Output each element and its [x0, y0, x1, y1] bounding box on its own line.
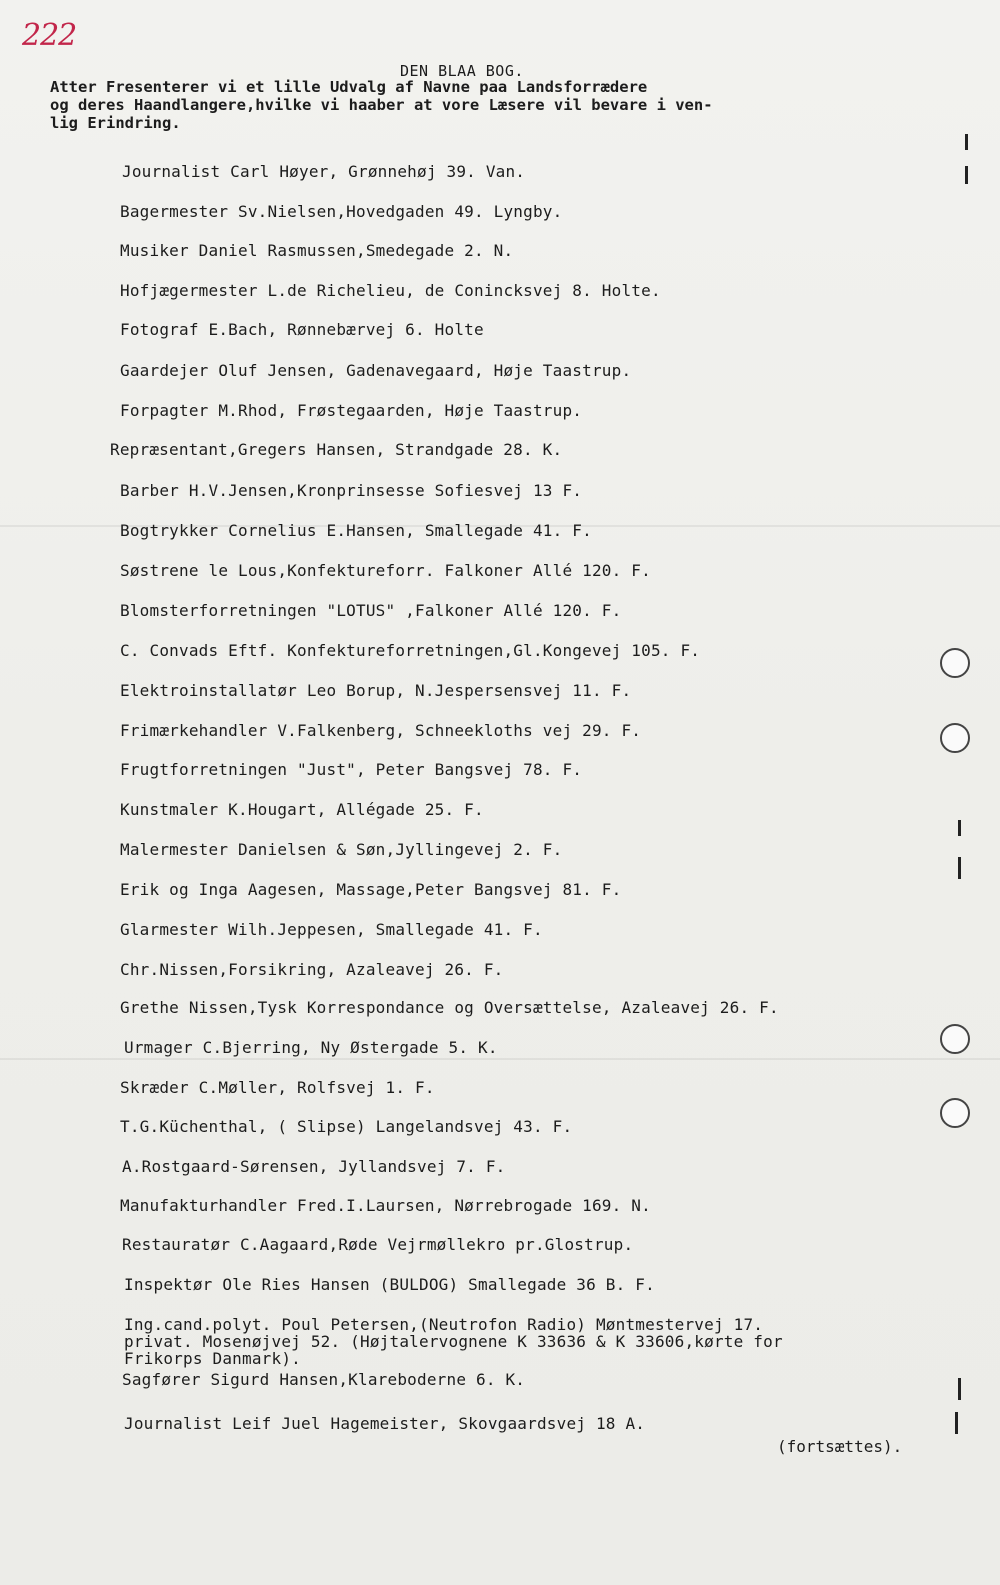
list-item: Fotograf E.Bach, Rønnebærvej 6. Holte — [120, 320, 484, 339]
list-item: Forpagter M.Rhod, Frøstegaarden, Høje Taastrup. — [120, 401, 583, 420]
list-item: Hofjægermester L.de Richelieu, de Conincksvej 8. Holte. — [120, 281, 661, 300]
list-item: Frugtforretningen "Just", Peter Bangsvej 78. F. — [120, 760, 583, 779]
list-item: C. Convads Eftf. Konfektureforretningen,Gl.Kongevej 105. F. — [120, 641, 701, 660]
margin-mark — [965, 166, 968, 184]
list-item: Søstrene le Lous,Konfektureforr. Falkoner Allé 120. F. — [120, 561, 651, 580]
list-item: Journalist Carl Høyer, Grønnehøj 39. Van. — [122, 162, 526, 181]
list-item: Musiker Daniel Rasmussen,Smedegade 2. N. — [120, 241, 514, 260]
list-item: Ing.cand.polyt. Poul Petersen,(Neutrofon Radio) Møntmestervej 17. privat. Mosenøjvej 52. (Højtalervognene K 33636 & K 33606,kørte for Frikorps Danmark). — [124, 1315, 783, 1368]
list-item: Restauratør C.Aagaard,Røde Vejrmøllekro pr.Glostrup. — [122, 1235, 634, 1254]
margin-mark — [955, 1412, 958, 1434]
list-item: Journalist Leif Juel Hagemeister, Skovgaardsvej 18 A. — [124, 1414, 646, 1433]
list-item: Skræder C.Møller, Rolfsvej 1. F. — [120, 1078, 435, 1097]
list-item: Bagermester Sv.Nielsen,Hovedgaden 49. Lyngby. — [120, 202, 563, 221]
page-number: 222 — [22, 18, 77, 53]
punch-hole — [940, 648, 970, 678]
punch-hole — [940, 1098, 970, 1128]
list-item: Frimærkehandler V.Falkenberg, Schneekloths vej 29. F. — [120, 721, 642, 740]
list-item: Sagfører Sigurd Hansen,Klareboderne 6. K. — [122, 1370, 526, 1389]
list-item: Repræsentant,Gregers Hansen, Strandgade 28. K. — [110, 440, 563, 459]
margin-mark — [965, 134, 968, 150]
list-item: T.G.Küchenthal, ( Slipse) Langelandsvej 43. F. — [120, 1117, 573, 1136]
punch-hole — [940, 1024, 970, 1054]
intro-paragraph: Atter Fresenterer vi et lille Udvalg af Navne paa Landsforrædere og deres Haandlangere,hvilke vi haaber at vore Læsere vil bevare i ven- lig Erindring. — [50, 78, 713, 132]
list-item: Bogtrykker Cornelius E.Hansen, Smallegade 41. F. — [120, 521, 592, 540]
paper-fold — [0, 1058, 1000, 1060]
list-item: Manufakturhandler Fred.I.Laursen, Nørrebrogade 169. N. — [120, 1196, 651, 1215]
margin-mark — [958, 820, 961, 836]
list-item: A.Rostgaard-Sørensen, Jyllandsvej 7. F. — [122, 1157, 506, 1176]
list-item: Kunstmaler K.Hougart, Allégade 25. F. — [120, 800, 484, 819]
punch-hole — [940, 723, 970, 753]
margin-mark — [958, 1378, 961, 1400]
list-item: Gaardejer Oluf Jensen, Gadenavegaard, Høje Taastrup. — [120, 361, 632, 380]
list-item: Inspektør Ole Ries Hansen (BULDOG) Smallegade 36 B. F. — [124, 1275, 655, 1294]
list-item: Elektroinstallatør Leo Borup, N.Jespersensvej 11. F. — [120, 681, 632, 700]
list-item: Urmager C.Bjerring, Ny Østergade 5. K. — [124, 1038, 498, 1057]
list-item: Grethe Nissen,Tysk Korrespondance og Oversættelse, Azaleavej 26. F. — [120, 998, 779, 1017]
list-item: Chr.Nissen,Forsikring, Azaleavej 26. F. — [120, 960, 504, 979]
list-item: Glarmester Wilh.Jeppesen, Smallegade 41. F. — [120, 920, 543, 939]
list-item: Barber H.V.Jensen,Kronprinsesse Sofiesvej 13 F. — [120, 481, 583, 500]
list-item: Malermester Danielsen & Søn,Jyllingevej 2. F. — [120, 840, 563, 859]
list-item: Erik og Inga Aagesen, Massage,Peter Bangsvej 81. F. — [120, 880, 622, 899]
document-title: DEN BLAA BOG. — [400, 62, 524, 80]
continuation-note: (fortsættes). — [777, 1437, 903, 1456]
list-item: Blomsterforretningen "LOTUS" ,Falkoner Allé 120. F. — [120, 601, 622, 620]
margin-mark — [958, 857, 961, 879]
